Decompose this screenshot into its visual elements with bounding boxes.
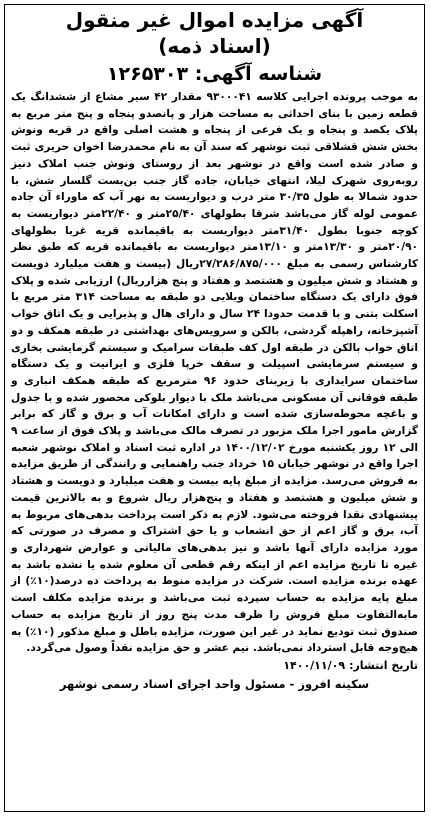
publication-date-label: تاریخ انتشار:	[349, 658, 418, 672]
notice-id-label: شناسه آگهی:	[194, 63, 323, 85]
notice-page	[4, 4, 425, 812]
notice-subtitle: (اسناد ذمه)	[158, 34, 271, 58]
notice-id-line	[5, 61, 424, 87]
publication-date-value: ۱۴۰۰/۱۱/۰۹	[283, 658, 346, 672]
signature-line: سکینه افروز - مسئول واحد اجرای اسناد رسمی نوشهر	[59, 676, 370, 691]
notice-id-value: ۱۲۶۵۳۰۳	[106, 63, 189, 85]
notice-footer	[5, 657, 424, 693]
notice-title: آگهی مزایده اموال غیر منقول	[65, 8, 364, 32]
publication-date-row	[11, 657, 418, 675]
notice-body-text: به موجب پرونده اجرایی کلاسه ۹۳۰۰۰۴۱ مقدار ۴۲ سیر مشاع از ششدانگ یک قطعه زمین با بنای احداثی به مساحت هزار و پانصدو پنجاه و پنج متر مربع به پلاک یکصد و پنجاه و یک فرعی از پنجاه و هشت اصلی واقع در قریه ونوش بخش شش قشلاقی ثبت نوشهر که سند آن به نام محمدرضا اخوان حریری ثبت و صادر شده است واقع در نوشهر بعد از روستای ونوش جنب املاک دنیز روبه‌روی شهرک لیلا، انتهای خیابان، جاده گاز جنب بن‌بست گلسار شش، با حدود شمالا به طول ۳۰/۳۵ متر درب و دیواریست به نهر آب که ماوراء آن جاده عمومی لوله گاز می‌باشد شرقا بطولهای ۲۵/۴۰متر و ۲۲/۴۰متر دیواریست به کوچه جنوبا بطول ۳۱/۴۰متر دیواریست به باقیمانده قریه غربا بطولهای ۲۰/۹۰متر و ۱۳/۳۰متر و ۱۳/۱۰متر دیواریست به باقیمانده قریه که طبق نظر کارشناس رسمی به مبلغ ۲۷/۲۸۶/۸۷۵/۰۰۰ریال (بیست و هفت میلیارد دویست و هشتاد و شش میلیون و هشتصد و هفتاد و پنج هزارریال) ارزیابی شده و پلاک فوق دارای یک دستگاه ساختمان ویلایی دو طبقه به مساحت ۳۱۴ متر مربع با اسکلت بتنی و با قدمت حدودا ۲۴ سال و دارای هال و پذیرایی و یک اتاق خواب آشپزخانه، راهپله گردشی، بالکن و سرویس‌های بهداشتی در طبقه همکف و دو اتاق خواب بالکن در طبقه اول کف طبقات سرامیک و سیستم گرمایشی بخاری و سیستم سرمایشی اسپیلت و سقف خرپا فلزی و ایرانیت و یک دستگاه ساختمان سرایداری با زیربنای حدود ۹۶ مترمربع که طبقه همکف انباری و طبقه فوقانی آن مسکونی می‌باشد ملک با دیوار بلوکی محصور شده و با جدول و باغچه محوطه‌سازی شده است و دارای امکانات آب و برق و گاز که برابر گزارش مامور اجرا ملک مزبور در تصرف مالک می‌باشد و پلاک فوق از ساعت ۹ الی ۱۲ روز یکشنبه مورخ ۱۴۰۰/۱۲/۰۲ در اداره ثبت اسناد و املاک نوشهر شعبه اجرا واقع در نوشهر خیابان ۱۵ خرداد جنب راهنمایی و رانندگی از طریق مزایده به فروش می‌رسد. مزایده از مبلغ پایه بیست و هفت میلیارد و دویست و هشتاد و شش میلیون و هشتصد و هفتاد و پنج‌هزار ریال شروع و به بالاترین قیمت پیشنهادی نقدا فروخته می‌شود. لازم به ذکر است پرداخت بدهی‌های مربوط به آب، برق و گاز اعم از حق انشعاب و یا حق اشتراک و مصرف در صورتی که مورد مزایده دارای آنها باشد و نیز بدهی‌های مالیاتی و عوارض شهرداری و غیره تا تاریخ مزایده اعم از اینکه رقم قطعی آن معلوم شده یا نشده باشد به عهده برنده مزایده است. شرکت در مزایده منوط به پرداخت ده درصد(۱۰٪) از مبلغ پایه مزایده به حساب سپرده ثبت می‌باشد و برنده مزایده مکلف است مابه‌التفاوت مبلغ فروش را ظرف مدت پنج روز از تاریخ مزایده به حساب صندوق ثبت تودیع نماید در غیر این صورت، مزایده باطل و مبلغ مذکور (۱۰٪) به هیچ‌وجه قابل استرداد نمی‌باشد. نیم عشر و حق مزایده نقداً وصول می‌گردد.	[11, 91, 419, 655]
